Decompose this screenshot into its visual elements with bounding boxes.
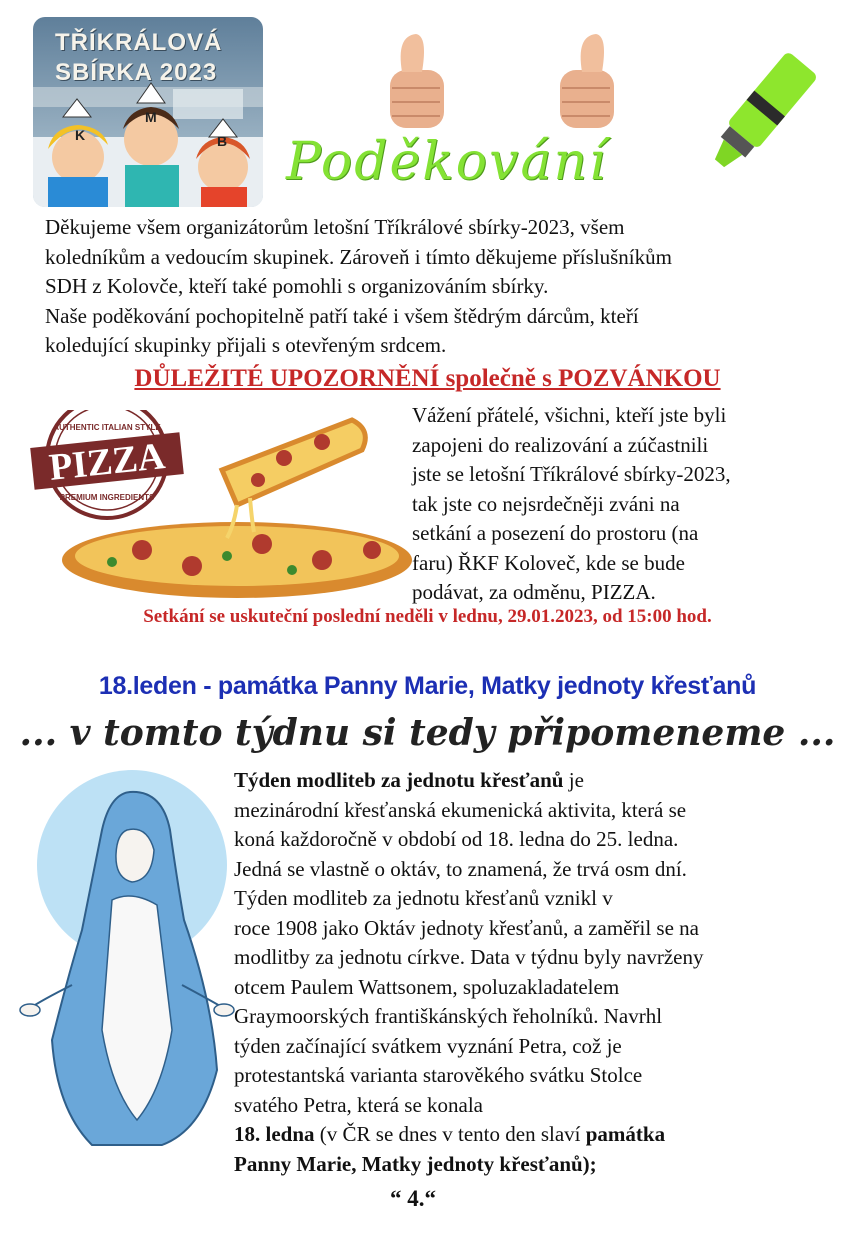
prayer-week-title: Týden modliteb za jednotu křesťanů	[234, 768, 564, 792]
invite-line: podávat, za odměnu, PIZZA.	[412, 580, 656, 604]
section-heading: 18.leden - památka Panny Marie, Matky jednoty křesťanů	[98, 672, 757, 700]
page-title: Poděkování	[286, 132, 608, 192]
pizza-illustration	[22, 410, 412, 600]
logo-letter-k: K	[75, 127, 86, 143]
pizza-stamp-top-text: AUTHENTIC ITALIAN STYLE	[53, 423, 161, 432]
logo-letter-m: M	[145, 109, 157, 125]
prayer-final-line: Panny Marie, Matky jednoty křesťanů);	[234, 1151, 597, 1176]
green-highlighter-icon	[700, 40, 820, 190]
virgin-mary-illustration	[12, 770, 242, 1150]
invite-line: tak jste co nejsrdečněji zváni na	[412, 491, 680, 516]
prayer-line	[234, 1120, 834, 1150]
logo-line-1: TŘÍKRÁLOVÁ	[55, 29, 223, 56]
prayer-line: roce 1908 jako Oktáv jednoty křesťanů, a zaměřil se na	[234, 915, 699, 940]
warning-heading: DŮLEŽITÉ UPOZORNĚNÍ společně s POZVÁNKOU	[134, 365, 721, 392]
prayer-note: (v ČR se dnes v tento den slaví	[314, 1122, 586, 1146]
thanks-line: Děkujeme všem organizátorům letošní Tříkrálové sbírky-2023, všem	[45, 215, 625, 239]
page-number: “ 4.“	[390, 1186, 436, 1211]
pizza-stamp-bottom-text: PREMIUM INGREDIENTS	[59, 493, 155, 502]
prayer-date-bold: 18. ledna	[234, 1122, 315, 1146]
prayer-line: otcem Paulem Wattsonem, spoluzakladatelem	[234, 974, 620, 999]
invite-line: faru) ŘKF Koloveč, kde se bude	[412, 550, 685, 575]
prayer-line	[234, 766, 834, 796]
thanks-line: koledující skupinky přijali s otevřeným srdcem.	[45, 333, 447, 357]
trikralova-sbirka-logo	[33, 17, 263, 207]
thanks-line: koledníkům a vedoucím skupinek. Zároveň i tímto děkujeme příslušníkům	[45, 244, 672, 269]
week-subheading: ... v tomto týdnu si tedy připomeneme ...	[19, 712, 836, 754]
logo-line-2: SBÍRKA 2023	[55, 59, 218, 86]
pizza-stamp	[30, 410, 184, 518]
thanks-line: SDH z Kolovče, kteří také pomohli s organizováním sbírky.	[45, 274, 549, 298]
prayer-week-paragraph	[234, 766, 834, 1179]
thumbs-up-icon	[376, 30, 456, 130]
pizza-stamp-title: PIZZA	[47, 435, 168, 489]
prayer-pamatka-bold: památka	[585, 1122, 666, 1146]
logo-letter-b: B	[217, 133, 228, 149]
prayer-line: Jedná se vlastně o oktáv, to znamená, že trvá osm dní.	[234, 856, 687, 881]
invite-line: Vážení přátelé, všichni, kteří jste byli	[412, 403, 727, 427]
prayer-first-rest: je	[563, 768, 584, 792]
invite-line: zapojeni do realizování a zúčastnili	[412, 432, 709, 457]
prayer-line: Týden modliteb za jednotu křesťanů vznikl v	[234, 886, 613, 910]
prayer-line: Graymoorských františkánských řeholníků. Navrhl	[234, 1004, 663, 1028]
prayer-line: koná každoročně v období od 18. ledna do 25. ledna.	[234, 827, 679, 851]
thanks-line: Naše poděkování pochopitelně patří také i všem štědrým dárcům, kteří	[45, 303, 639, 328]
prayer-line: modlitby za jednotu církve. Data v týdnu byly navrženy	[234, 945, 704, 969]
invite-line: setkání a posezení do prostoru (na	[412, 521, 699, 545]
invitation-paragraph	[412, 401, 812, 608]
invite-line: jste se letošní Tříkrálové sbírky-2023,	[412, 462, 731, 486]
prayer-line: svatého Petra, která se konala	[234, 1092, 483, 1117]
thumbs-up-icon	[548, 30, 628, 130]
prayer-line: týden začínající svátkem vyznání Petra, což je	[234, 1033, 622, 1058]
thanks-paragraph	[45, 213, 815, 361]
meeting-date-notice: Setkání se uskuteční poslední neděli v lednu, 29.01.2023, od 15:00 hod.	[143, 606, 712, 627]
prayer-line: mezinárodní křesťanská ekumenická aktivita, která se	[234, 797, 687, 822]
prayer-line: protestantská varianta starověkého svátku Stolce	[234, 1063, 643, 1087]
